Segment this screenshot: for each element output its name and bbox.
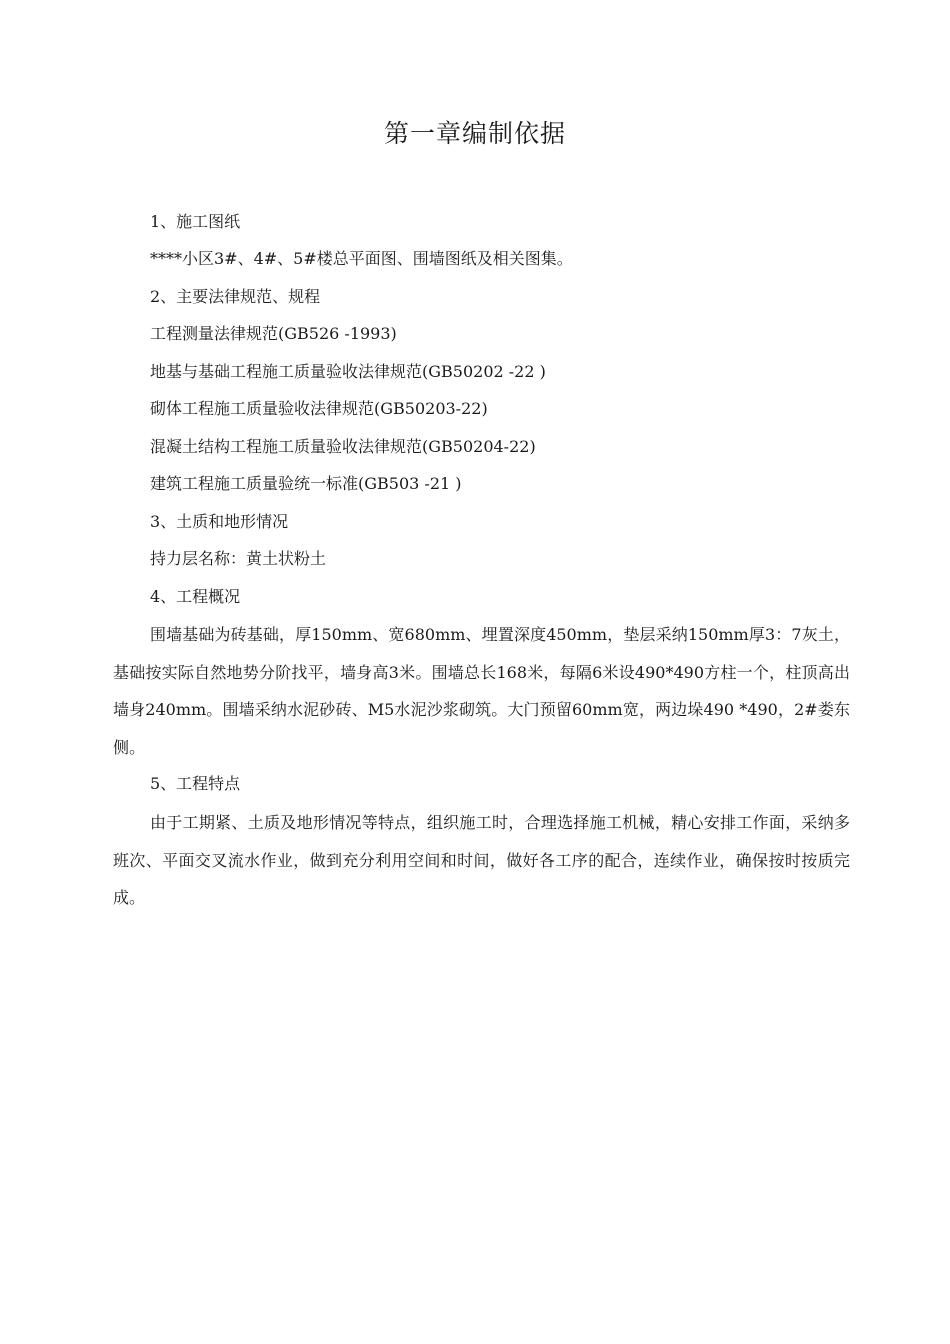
- section-heading-drawings: 1、施工图纸: [150, 212, 241, 231]
- standard-item: 建筑工程施工质量验统一标准(GB503 -21 ): [150, 474, 462, 493]
- section-heading-standards: 2、主要法律规范、规程: [150, 287, 321, 306]
- standard-item: 砌体工程施工质量验收法律规范(GB50203-22): [150, 399, 488, 418]
- standard-item: 地基与基础工程施工质量验收法律规范(GB50202 -22 ): [150, 362, 546, 381]
- section-body-overview: 围墙基础为砖基础，厚150mm、宽680mm、埋置深度450mm，垫层采纳150mm厚3：7灰土，基础按实际自然地势分阶找平，墙身高3米。围墙总长168米，每隔6米设490*490方柱一个，柱顶高出墙身240mm。围墙采纳水泥砂砖、M5水泥沙浆砌筑。大门预留60mm宽，两边垛490 *490，2#娄东侧。: [113, 625, 850, 757]
- section-body-soil: 持力层名称：黄土状粉土: [150, 549, 327, 568]
- section-heading-features: 5、工程特点: [150, 774, 241, 793]
- standard-item: 工程测量法律规范(GB526 -1993): [150, 324, 397, 343]
- section-body-features: 由于工期紧、土质及地形情况等特点，组织施工时，合理选择施工机械，精心安排工作面，采纳多班次、平面交叉流水作业，做到充分利用空间和时间，做好各工序的配合，连续作业，确保按时按质完成。: [113, 813, 850, 907]
- section-heading-soil: 3、土质和地形情况: [150, 512, 289, 531]
- section-body-drawings: ****小区3#、4#、5#楼总平面图、围墙图纸及相关图集。: [150, 249, 573, 268]
- standard-item: 混凝土结构工程施工质量验收法律规范(GB50204-22): [150, 437, 536, 456]
- section-heading-overview: 4、工程概况: [150, 587, 241, 606]
- chapter-title: 第一章编制依据: [383, 119, 566, 148]
